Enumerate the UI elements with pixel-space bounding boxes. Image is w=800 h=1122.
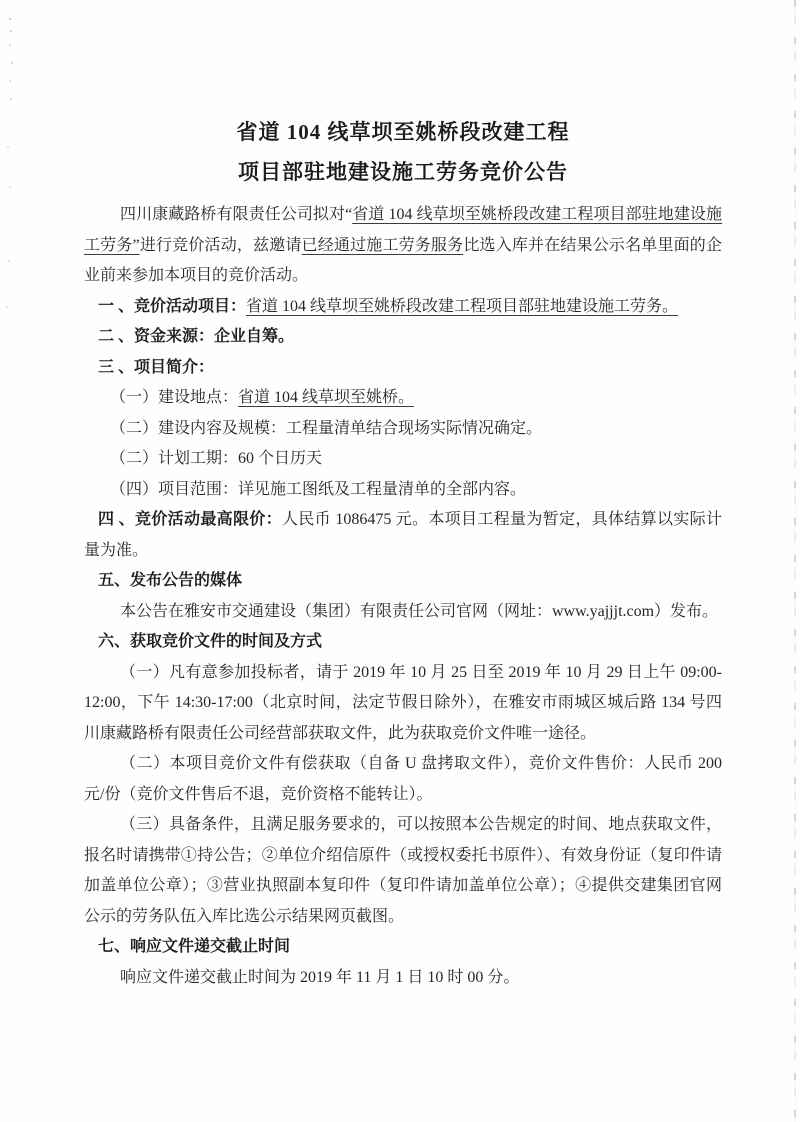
intro-underlined-project: 省道 104 线草坝至姚桥段改建工程项目部驻地建设施工劳务” (84, 206, 722, 254)
intro-lead: 四川康藏路桥有限责任公司拟对“ (120, 206, 353, 223)
sub-3-text: （二）计划工期：60 个日历天 (110, 450, 323, 467)
section-1-label: 一 、竞价活动项目： (98, 297, 247, 315)
section-6-p1-text: （一）凡有意参加投标者，请于 2019 年 10 月 25 日至 2019 年 10 月 29 日上午 09:00-12:00，下午 14:30-17:00（北京时间，法定节假日除外），在雅安市雨城区城后路 134 号四川康藏路桥有限责任公司经营部获取文件，此为获取竞价文件唯一途径。 (84, 663, 722, 742)
section-1-bidding-project (84, 292, 722, 323)
section-5-media-heading (84, 566, 722, 597)
section-5-label: 五、发布公告的媒体 (98, 572, 243, 589)
section-7-text: 响应文件递交截止时间为 2019 年 11 月 1 日 10 时 00 分。 (120, 968, 520, 986)
section-5-text: 本公告在雅安市交通建设（集团）有限责任公司官网（网址：www.yajjjt.com）发布。 (120, 602, 719, 620)
section-6-label: 六、获取竞价文件的时间及方式 (98, 633, 323, 650)
section-4-price-limit (84, 505, 722, 566)
section-1-value: 省道 104 线草坝至姚桥段改建工程项目部驻地建设施工劳务。 (246, 297, 679, 315)
document-title (84, 112, 722, 192)
section-6-p2-text: （二）本项目竞价文件有偿获取（自备 U 盘拷取文件），竞价文件售价：人民币 200 元/份（竞价文件售后不退，竞价资格不能转让）。 (84, 755, 722, 803)
sub-2-text: （二）建设内容及规模：工程量清单结合现场实际情况确定。 (110, 419, 543, 437)
section-6-paragraph-2 (84, 749, 722, 810)
sub-1-value: 省道 104 线草坝至姚桥。 (238, 389, 415, 406)
section-3-sub-4-range (84, 475, 722, 506)
intro-underlined-service: 已经通过施工劳务服务 (301, 236, 464, 254)
section-4-label: 四 、竞价活动最高限价： (98, 511, 282, 528)
section-3-project-overview (84, 353, 722, 384)
section-6-paragraph-1 (84, 658, 722, 750)
section-3-sub-1-location (84, 383, 722, 414)
section-7-deadline-heading (84, 932, 722, 963)
section-6-p3-text: （三）具备条件，且满足服务要求的，可以按照本公告规定的时间、地点获取文件，报名时请携带①持公告；②单位介绍信原件（或授权委托书原件）、有效身份证（复印件请加盖单位公章）；③营业执照副本复印件（复印件请加盖单位公章）；④提供交建集团官网公示的劳务队伍入库比选公示结果网页截图。 (84, 816, 722, 925)
scan-artifact-specks (9, 18, 11, 20)
document-body (84, 112, 722, 993)
scan-artifact-right-edge (794, 0, 796, 1122)
section-7-label: 七、响应文件递交截止时间 (98, 938, 291, 955)
section-3-label: 三 、项目简介： (98, 358, 215, 376)
section-7-deadline-body (84, 963, 722, 994)
section-2-value: 企业自筹。 (214, 328, 295, 345)
title-line-1: 省道 104 线草坝至姚桥段改建工程 (236, 120, 570, 144)
title-line-2: 项目部驻地建设施工劳务竞价公告 (238, 160, 568, 184)
section-5-media-body (84, 597, 722, 628)
section-2-label: 二 、资金来源： (98, 328, 215, 345)
section-3-sub-2-scope (84, 414, 722, 445)
section-3-sub-3-schedule (84, 444, 722, 475)
section-6-paragraph-3 (84, 810, 722, 932)
section-6-obtain-heading (84, 627, 722, 658)
intro-middle: 进行竞价活动，兹邀请 (139, 236, 302, 254)
sub-1-label: （一）建设地点： (110, 389, 239, 406)
section-2-funding-source (84, 322, 722, 353)
intro-tail: 比选入库并在结果公示名单里面的企业前来参加本项目的竞价活动。 (84, 236, 722, 284)
sub-4-text: （四）项目范围：详见施工图纸及工程量清单的全部内容。 (110, 480, 527, 498)
intro-paragraph (84, 200, 722, 292)
section-4-value: 人民币 1086475 元。本项目工程量为暂定，具体结算以实际计量为准。 (84, 511, 722, 559)
